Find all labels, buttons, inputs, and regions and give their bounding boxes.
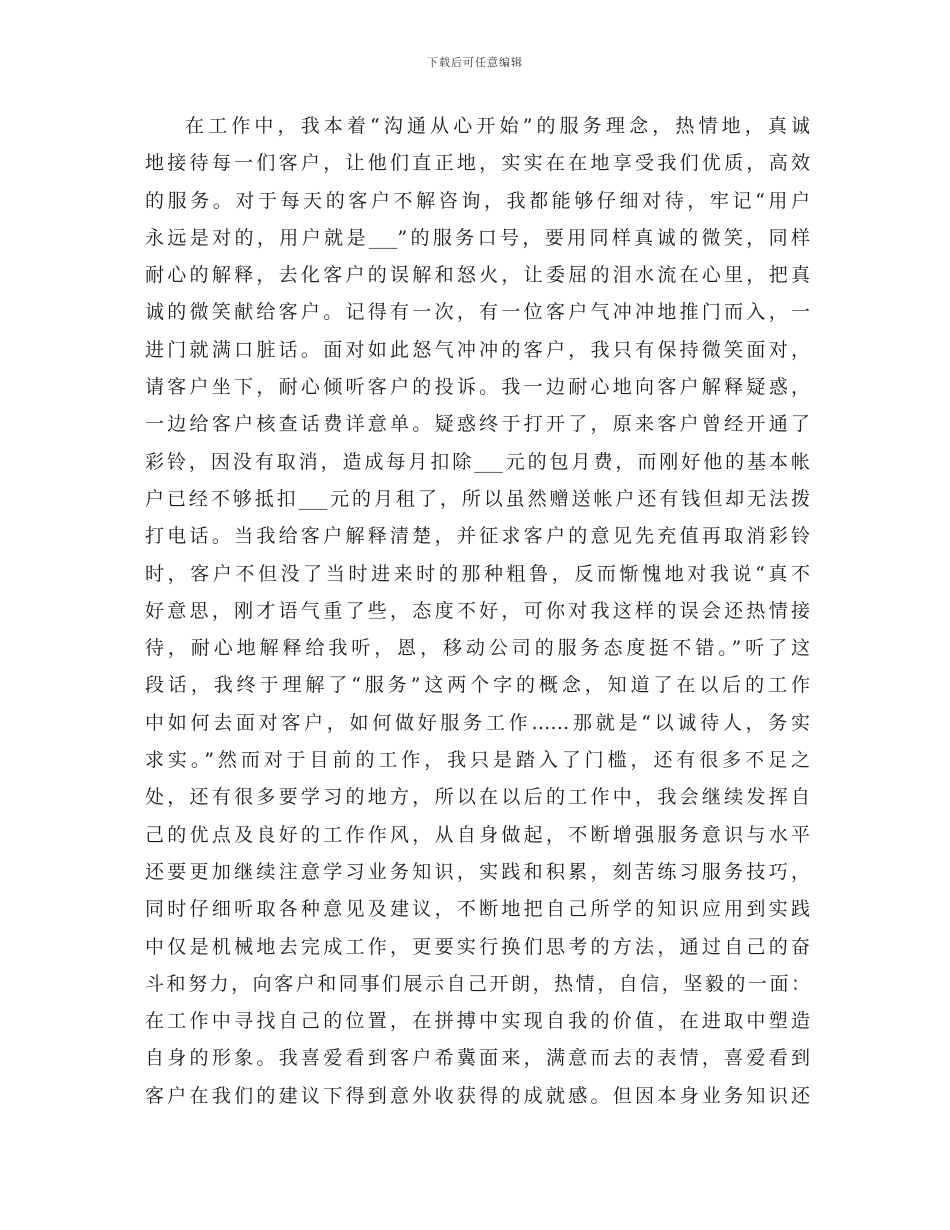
text-line: 耐心的解释，去化客户的误解和怒火，让委屈的泪水流在心里，把真: [145, 264, 810, 287]
text-line: 的服务。对于每天的客户不解咨询，我都能够仔细对待，牢记“用户: [145, 189, 810, 212]
text-line: 户已经不够抵扣___元的月租了，所以虽然赠送帐户还有钱但却无法拨: [145, 487, 810, 510]
text-line: 待，耐心地解释给我听，恩，移动公司的服务态度挺不错。”听了这: [145, 637, 810, 660]
document-body: [145, 108, 810, 1115]
text-line: 还要更加继续注意学习业务知识，实践和积累，刻苦练习服务技巧，: [145, 860, 810, 883]
text-line: 请客户坐下，耐心倾听客户的投诉。我一边耐心地向客户解释疑惑，: [145, 376, 810, 399]
text-line: 客户在我们的建议下得到意外收获得的成就感。但因本身业务知识还: [145, 1084, 810, 1107]
text-line: 在工作中寻找自己的位置，在拼搏中实现自我的价值，在进取中塑造: [145, 1010, 810, 1033]
text-line: 段话，我终于理解了“服务”这两个字的概念，知道了在以后的工作: [145, 674, 810, 697]
text-line: 求实。”然而对于目前的工作，我只是踏入了门槛，还有很多不足之: [145, 749, 810, 772]
text-line: 诚的微笑献给客户。记得有一次，有一位客户气冲冲地推门而入，一: [145, 301, 810, 324]
text-line: 己的优点及良好的工作作风，从自身做起，不断增强服务意识与水平: [145, 823, 810, 846]
text-line: 斗和努力，向客户和同事们展示自己开朗，热情，自信，坚毅的一面：: [145, 972, 810, 995]
text-line: 进门就满口脏话。面对如此怒气冲冲的客户，我只有保持微笑面对，: [145, 338, 810, 361]
text-line: 好意思，刚才语气重了些，态度不好，可你对我这样的误会还热情接: [145, 599, 810, 622]
text-line: 一边给客户核查话费详意单。疑惑终于打开了，原来客户曾经开通了: [145, 413, 810, 436]
text-line: 在工作中，我本着“沟通从心开始”的服务理念，热情地，真诚: [185, 115, 810, 137]
text-line: 彩铃，因没有取消，造成每月扣除___元的包月费，而刚好他的基本帐: [145, 450, 810, 473]
page-header: 下载后可任意编辑: [427, 56, 523, 69]
text-line: 自身的形象。我喜爱看到客户希冀面来，满意而去的表情，喜爱看到: [145, 1047, 810, 1070]
text-line: 处，还有很多要学习的地方，所以在以后的工作中，我会继续发挥自: [145, 786, 810, 809]
text-line: 中仅是机械地去完成工作，更要实行换们思考的方法，通过自己的奋: [145, 935, 810, 958]
text-line: 中如何去面对客户，如何做好服务工作……那就是“以诚待人，务实: [145, 711, 810, 734]
text-line: 地接待每一们客户，让他们直正地，实实在在地享受我们优质，高效: [145, 152, 810, 175]
text-line: 永远是对的，用户就是___”的服务口号，要用同样真诚的微笑，同样: [145, 226, 810, 249]
text-line: 打电话。当我给客户解释清楚，并征求客户的意见先充值再取消彩铃: [145, 525, 810, 548]
text-line: 同时仔细听取各种意见及建议，不断地把自己所学的知识应用到实践: [145, 898, 810, 921]
text-line: 时，客户不但没了当时进来时的那种粗鲁，反而惭愧地对我说“真不: [145, 562, 810, 585]
